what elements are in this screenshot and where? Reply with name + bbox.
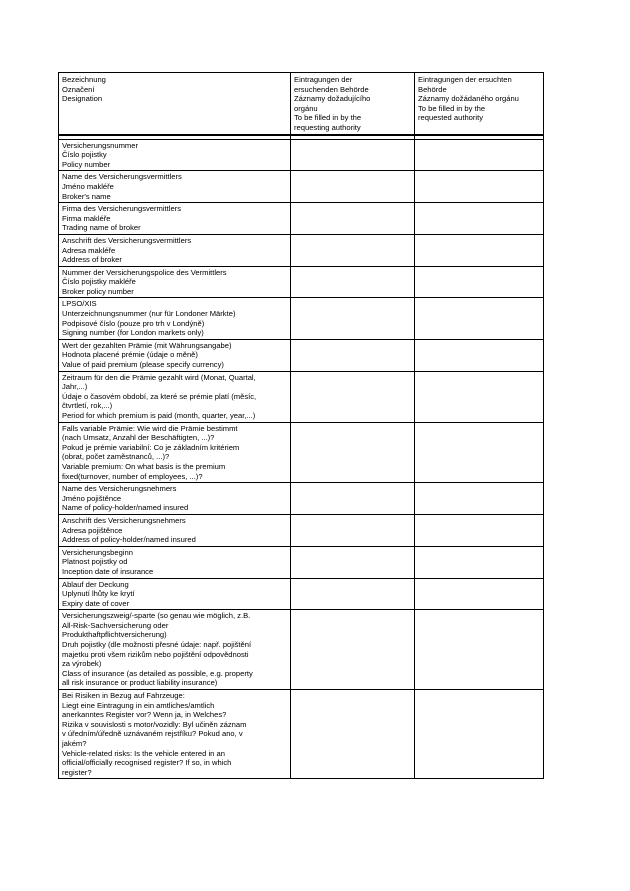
field-label-line: Wert der gezahlten Prämie (mit Währungsangabe) [62,340,232,350]
requested-authority-entry-cell[interactable] [415,546,544,578]
header-text: To be filled in by the [294,113,362,123]
field-label-line: anerkanntes Register vor? Wenn ja, in Welches? [62,710,227,720]
field-label-line: Unterzeichnungsnummer (nur für Londoner Märkte) [62,309,236,319]
field-label-line: Údaje o časovém období, za které se prémie platí (měsíc, [62,391,257,401]
field-label-line: Druh pojistky (dle možnosti přesné údaje: např. pojištění [62,640,252,650]
field-label-line: Anschrift des Versicherungsvermittlers [62,235,192,245]
requested-authority-entry-cell[interactable] [415,139,544,171]
field-label-cell [59,422,291,483]
requested-authority-entry-cell[interactable] [415,339,544,371]
table-header-row [59,73,544,135]
field-label-line: Address of policy-holder/named insured [62,535,196,545]
field-label-line: Firma des Versicherungsvermittlers [62,204,182,214]
field-label-line: Hodnota placené prémie (údaje o měně) [62,350,198,360]
requested-authority-entry-cell[interactable] [415,298,544,339]
header-text: Záznamy dožadujícího [294,94,371,104]
field-label-line: Ablauf der Deckung [62,579,129,589]
table-row [59,298,544,339]
field-label-line: čtvrtletí, rok,...) [62,401,113,411]
requested-authority-entry-cell[interactable] [415,610,544,690]
field-label-line: Jméno makléře [62,181,114,191]
field-label-cell [59,483,291,515]
field-label-cell [59,690,291,779]
field-label-cell [59,203,291,235]
field-label-line: Podpisové číslo (pouze pro trh v Londýně) [62,318,205,328]
field-label-line: register? [62,767,92,777]
requesting-authority-entry-cell[interactable] [291,234,415,266]
field-label-line: Signing number (for London markets only) [62,328,204,338]
header-designation [59,73,291,135]
table-row [59,483,544,515]
table-row [59,203,544,235]
field-label-line: Pokud je prémie variabilní: Co je základním kritériem [62,442,240,452]
table-row [59,514,544,546]
header-text: ersuchenden Behörde [294,84,369,94]
table-row [59,578,544,610]
field-label-cell [59,139,291,171]
requested-authority-entry-cell[interactable] [415,234,544,266]
requesting-authority-entry-cell[interactable] [291,203,415,235]
field-label-line: Číslo pojistky [62,150,107,160]
field-label-line: Vehicle-related risks: Is the vehicle entered in an [62,748,225,758]
field-label-line: Versicherungsbeginn [62,547,133,557]
field-label-cell [59,578,291,610]
field-label-line: Anschrift des Versicherungsnehmers [62,515,186,525]
header-text: requesting authority [294,122,361,132]
field-label-line: Versicherungsnummer [62,140,138,150]
field-label-line: Rizika v souvislosti s motor/vozidly: Byl učiněn záznam [62,719,247,729]
field-label-line: Address of broker [62,255,122,265]
field-label-line: Zeitraum für den die Prämie gezahlt wird (Monat, Quartal, [62,372,256,382]
table-row [59,371,544,422]
header-text: Designation [62,94,103,104]
field-label-line: Falls variable Prämie: Wie wird die Prämie bestimmt [62,423,238,433]
field-label-line: majetku proti všem rizikům nebo pojištění odpovědnosti [62,649,249,659]
header-requesting-authority [291,73,415,135]
requested-authority-entry-cell[interactable] [415,203,544,235]
requesting-authority-entry-cell[interactable] [291,690,415,779]
field-label-line: v úředním/úředně uznávaném rejstříku? Pokud ano, v [62,729,243,739]
table-row [59,234,544,266]
requested-authority-entry-cell[interactable] [415,266,544,298]
field-label-line: LPSO/XIS [62,299,97,309]
requesting-authority-entry-cell[interactable] [291,371,415,422]
form-body [59,73,544,779]
field-label-line: Broker policy number [62,286,134,296]
field-label-cell [59,234,291,266]
header-text: To be filled in by the [418,103,486,113]
header-text: Eintragungen der [294,75,353,84]
field-label-line: (obrat, počet zaměstnanců, ...)? [62,452,170,462]
field-label-line: Adresa pojištěnce [62,525,123,535]
header-text: Bezeichnung [62,75,106,84]
information-request-form-table [58,72,544,779]
requesting-authority-entry-cell[interactable] [291,483,415,515]
field-label-cell [59,339,291,371]
header-text: Označení [62,84,95,94]
table-row [59,139,544,171]
requested-authority-entry-cell[interactable] [415,578,544,610]
field-label-line: Expiry date of cover [62,598,130,608]
field-label-line: Class of insurance (as detailed as possible, e.g. property [62,668,253,678]
field-label-cell [59,171,291,203]
field-label-cell [59,546,291,578]
requesting-authority-entry-cell[interactable] [291,546,415,578]
header-text: Behörde [418,84,447,94]
field-label-line: (nach Umsatz, Anzahl der Beschäftigten, ...)? [62,433,215,443]
field-label-line: fixed(turnover, number of employees, ...)? [62,471,203,481]
field-label-cell [59,514,291,546]
field-label-line: Jméno pojištěnce [62,493,122,503]
table-row [59,610,544,690]
field-label-line: za výrobek) [62,659,102,669]
requested-authority-entry-cell[interactable] [415,690,544,779]
requested-authority-entry-cell[interactable] [415,371,544,422]
field-label-line: Value of paid premium (please specify currency) [62,360,224,370]
field-label-line: Uplynutí lhůty ke krytí [62,589,135,599]
field-label-line: Platnost pojistky od [62,557,128,567]
field-label-line: Inception date of insurance [62,566,154,576]
field-label-line: all risk insurance or product liability insurance) [62,678,218,688]
table-row [59,266,544,298]
field-label-line: Broker's name [62,191,111,201]
field-label-line: Versicherungszweig/-sparte (so genau wie möglich, z.B. [62,611,251,621]
header-requested-authority [415,73,544,135]
field-label-cell [59,371,291,422]
requesting-authority-entry-cell[interactable] [291,139,415,171]
table-row [59,546,544,578]
header-text: Záznamy dožádaného orgánu [418,94,519,104]
field-label-line: Liegt eine Eintragung in ein amtliches/amtlich [62,700,215,710]
requesting-authority-entry-cell[interactable] [291,514,415,546]
field-label-line: Jahr,...) [62,382,88,392]
header-text: orgánu [294,103,318,113]
table-row [59,690,544,779]
field-label-line: Adresa makléře [62,245,116,255]
field-label-line: jakém? [62,739,87,748]
requesting-authority-entry-cell[interactable] [291,298,415,339]
requesting-authority-entry-cell[interactable] [291,422,415,483]
field-label-cell [59,266,291,298]
requesting-authority-entry-cell[interactable] [291,578,415,610]
table-row [59,339,544,371]
requesting-authority-entry-cell[interactable] [291,610,415,690]
field-label-line: official/officially recognised register? If so, in which [62,758,232,768]
field-label-line: Name des Versicherungsnehmers [62,484,177,494]
field-label-cell [59,610,291,690]
requesting-authority-entry-cell[interactable] [291,266,415,298]
requested-authority-entry-cell[interactable] [415,171,544,203]
requested-authority-entry-cell[interactable] [415,483,544,515]
requested-authority-entry-cell[interactable] [415,514,544,546]
field-label-line: Nummer der Versicherungspolice des Vermittlers [62,267,227,277]
requesting-authority-entry-cell[interactable] [291,339,415,371]
requesting-authority-entry-cell[interactable] [291,171,415,203]
field-label-line: Bei Risiken in Bezug auf Fahrzeuge: [62,691,185,701]
field-label-line: All-Risk-Sachversicherung oder [62,620,169,630]
field-label-line: Policy number [62,159,111,169]
header-text: requested authority [418,113,484,123]
field-label-line: Name of policy-holder/named insured [62,503,189,513]
field-label-cell [59,298,291,339]
table-row [59,171,544,203]
field-label-line: Firma makléře [62,213,111,223]
field-label-line: Variable premium: On what basis is the premium [62,461,226,471]
field-label-line: Číslo pojistky makléře [62,277,136,287]
requested-authority-entry-cell[interactable] [415,422,544,483]
header-text: Eintragungen der ersuchten [418,75,512,84]
field-label-line: Period for which premium is paid (month, quarter, year,...) [62,411,256,420]
table-row [59,422,544,483]
field-label-line: Produkthaftpflichtversicherung) [62,630,167,640]
field-label-line: Name des Versicherungsvermittlers [62,172,182,182]
field-label-line: Trading name of broker [62,223,141,233]
